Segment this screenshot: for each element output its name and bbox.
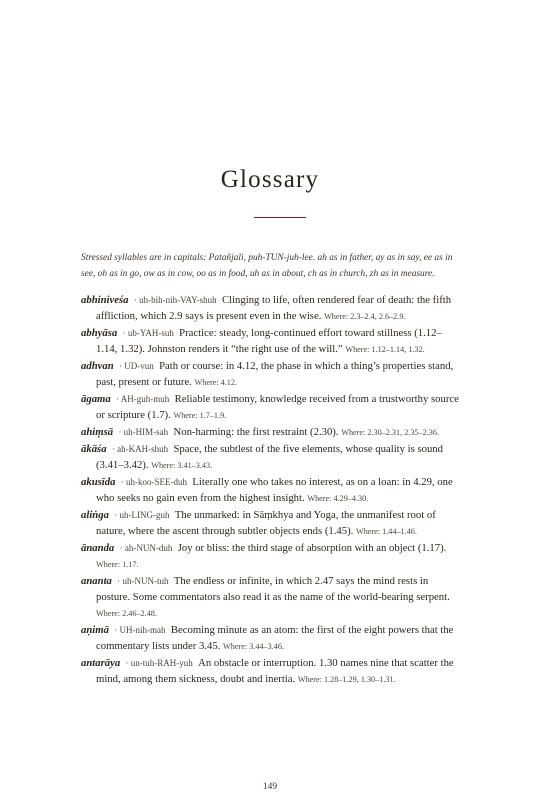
entry-term: adhvan [81, 360, 114, 372]
entry-where: Where: 4.12. [194, 378, 238, 387]
entry-pronunciation: · uh-bih-nih-VAY-shuh [133, 295, 217, 305]
entry-definition: Reliable testimony, knowledge received from a trustworthy source or scripture (1.7). [96, 393, 459, 421]
entry-term: aliṅga [81, 509, 109, 521]
glossary-entry [81, 424, 462, 441]
entry-definition: Practice: steady, long-continued effort toward stillness (1.12–1.14, 1.32). Johnston renders it “the right use of the will.” [96, 327, 442, 355]
entry-where: Where: 1.28–1.29, 1.30–1.31. [297, 675, 396, 684]
entry-definition: Path or course: in 4.12, the phase in which a thing’s properties stand, past, present or future. [96, 360, 454, 388]
entry-where: Where: 2.30–2.31, 2.35–2.36. [341, 428, 439, 437]
glossary-entry [81, 391, 462, 424]
entry-pronunciation: · uh-LING-guh [114, 510, 170, 520]
entry-pronunciation: · UH-nih-mah [114, 625, 166, 635]
entry-definition: Space, the subtlest of the five elements, whose quality is sound (3.41–3.42). [96, 443, 443, 471]
entry-where: Where: 1.12–1.14, 1.32. [345, 345, 425, 354]
entry-pronunciation: · uh-NUN-tuh [117, 576, 169, 586]
entry-pronunciation: · uh-HIM-sah [118, 427, 169, 437]
entry-term: ākāśa [81, 443, 107, 455]
glossary-list [81, 292, 462, 688]
entry-definition: The unmarked: in Sāṃkhya and Yoga, the unmanifest root of nature, where the ascent through subtler objects ends (1.45). [96, 509, 436, 537]
title-rule [254, 217, 306, 218]
entry-definition: An obstacle or interruption. 1.30 names nine that scatter the mind, among them sickness, doubt and inertia. [96, 657, 454, 685]
entry-where: Where: 1.44–1.46. [355, 527, 417, 536]
entry-definition: Clinging to life, often rendered fear of death: the fifth affliction, which 2.9 says is present even in the wise. [96, 294, 452, 322]
entry-where: Where: 3.44–3.46. [223, 642, 284, 651]
glossary-entry [81, 358, 462, 391]
entry-pronunciation: · UD-vun [119, 361, 154, 371]
entry-definition: Joy or bliss: the third stage of absorption with an object (1.17). [177, 542, 447, 554]
glossary-entry [81, 573, 462, 622]
entry-pronunciation: · ub-YAH-suh [122, 328, 174, 338]
entry-term: ahiṃsā [81, 426, 114, 438]
glossary-entry [81, 655, 462, 688]
page-number: 149 [262, 782, 278, 792]
entry-where: Where: 3.41–3.43. [151, 461, 213, 470]
entry-where: Where: 1.17. [96, 560, 139, 569]
entry-definition: Becoming minute as an atom: the first of the eight powers that the commentary lists under 3.45. [96, 624, 454, 652]
entry-pronunciation: · ah-KAH-shuh [111, 444, 169, 454]
entry-term: abhyāsa [81, 327, 118, 339]
entry-definition: Non-harming: the first restraint (2.30). [173, 426, 339, 438]
entry-term: ananta [81, 575, 112, 587]
glossary-entry [81, 325, 462, 358]
entry-term: akusīda [81, 476, 116, 488]
page-title: Glossary [220, 166, 320, 193]
entry-where: Where: 2.3–2.4, 2.6–2.9. [324, 312, 406, 321]
glossary-entry [81, 622, 462, 655]
entry-pronunciation: · AH-guh-muh [116, 394, 170, 404]
pronunciation-note: Stressed syllables are in capitals: Patañjali, puh-TUN-juh-lee. ah as in father, ay as in say, ee as in see, oh as in go, ow as in cow, oo as in food, uh as in about, ch as in church, zh as in measure. [81, 253, 453, 279]
entry-where: Where: 1.7–1.9. [173, 411, 227, 420]
entry-definition: Literally one who takes no interest, as on a loan: in 4.29, one who seeks no gain even from the highest insight. [96, 476, 453, 504]
glossary-entry [81, 292, 462, 325]
entry-term: abhiniveśa [81, 294, 129, 306]
entry-pronunciation: · ah-NUN-duh [119, 543, 173, 553]
entry-term: ānanda [81, 542, 115, 554]
entry-where: Where: 2.46–2.48. [96, 609, 157, 618]
entry-pronunciation: · un-tuh-RAH-yuh [125, 658, 193, 668]
glossary-entry [81, 441, 462, 474]
entry-definition: The endless or infinite, in which 2.47 says the mind rests in posture. Some commentators also read it as the name of the world-bearing serpent. [96, 575, 450, 603]
entry-term: āgama [81, 393, 111, 405]
entry-term: antarāya [81, 657, 121, 669]
glossary-entry [81, 507, 462, 540]
entry-where: Where: 4.29–4.30. [307, 494, 369, 503]
glossary-entry [81, 474, 462, 507]
glossary-entry [81, 540, 462, 573]
entry-pronunciation: · uh-koo-SEE-duh [120, 477, 188, 487]
entry-term: aṇimā [81, 624, 109, 636]
